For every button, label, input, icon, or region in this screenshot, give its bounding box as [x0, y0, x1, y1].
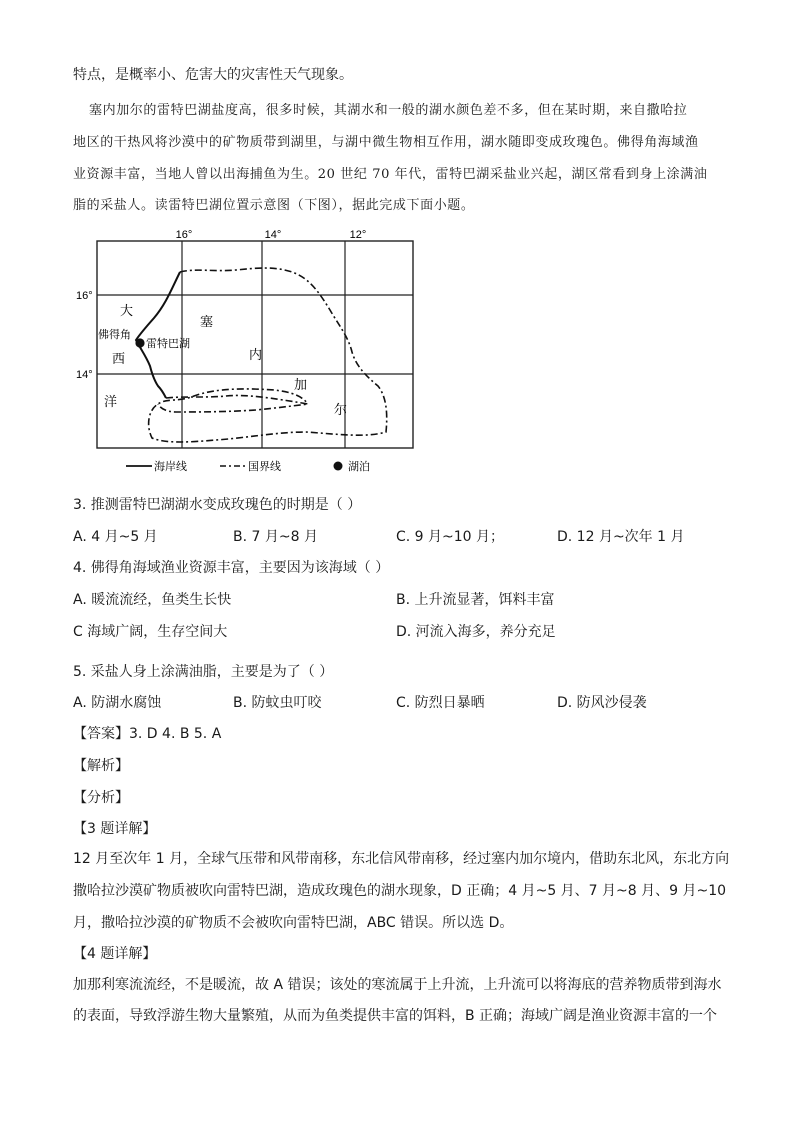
intro-para-line-1: 塞内加尔的雷特巴湖盐度高，很多时候，其湖水和一般的湖水颜色差不多，但在某时期，来自撒哈拉: [89, 103, 688, 118]
lat-label-14: 14°: [76, 369, 93, 381]
question-4-option-b[interactable]: B. 上升流显著，饵料丰富: [396, 592, 555, 608]
question-5-option-a[interactable]: A. 防湖水腐蚀: [73, 695, 162, 711]
ocean-char-da: 大: [120, 304, 134, 319]
question-3-option-d[interactable]: D. 12 月~次年 1 月: [557, 529, 685, 545]
intro-para-line-4: 脂的采盐人。读雷特巴湖位置示意图（下图），据此完成下面小题。: [73, 198, 475, 213]
cape-verde-label: 佛得角: [98, 328, 131, 341]
country-char-er: 尔: [334, 403, 348, 418]
lake-retba-label: 雷特巴湖: [146, 337, 190, 350]
q3-detail-line-2: 撒哈拉沙漠矿物质被吹向雷特巴湖，造成玫瑰色的湖水现象，D 正确；4 月~5 月、7 月~8 月、9 月~10: [73, 883, 727, 899]
q3-detail-heading: 【3 题详解】: [73, 821, 157, 837]
q3-detail-line-1: 12 月至次年 1 月，全球气压带和风带南移，东北信风带南移，经过塞内加尔境内，借助东北风，东北方向: [73, 851, 730, 867]
lat-label-16: 16°: [76, 290, 93, 302]
answer-tag: 【答案】: [73, 726, 129, 742]
legend-border-label: 国界线: [248, 460, 281, 473]
q3-detail-line-3: 月，撒哈拉沙漠的矿物质不会被吹向雷特巴湖，ABC 错误。所以选 D。: [73, 915, 514, 931]
coastline: [136, 272, 180, 398]
analysis-heading: 【解析】: [73, 758, 129, 774]
lon-label-16: 16°: [175, 229, 193, 241]
legend-coast-label: 海岸线: [154, 460, 187, 473]
question-3-option-b[interactable]: B. 7 月~8 月: [233, 529, 318, 545]
q4-detail-line-1: 加那利寒流流经，不是暖流，故 A 错误；该处的寒流属于上升流，上升流可以将海底的营养物质带到海水: [73, 977, 722, 993]
q4-detail-heading: 【4 题详解】: [73, 946, 157, 962]
national-border: [149, 268, 387, 442]
country-char-nei: 内: [249, 348, 263, 363]
fenxi-heading: 【分析】: [73, 790, 129, 806]
question-5-stem: 5. 采盐人身上涂满油脂，主要是为了（ ）: [73, 664, 334, 680]
ocean-char-xi: 西: [112, 352, 126, 367]
country-char-sai: 塞: [200, 315, 214, 330]
intro-line-1: 特点，是概率小、危害大的灾害性天气现象。: [73, 67, 353, 83]
question-4-stem: 4. 佛得角海域渔业资源丰富，主要因为该海域（ ）: [73, 560, 390, 576]
intro-para-line-3: 业资源丰富，当地人曾以出海捕鱼为生。20 世纪 70 年代，雷特巴湖采盐业兴起，湖区常看到身上涂满油: [73, 167, 708, 182]
question-5-option-d[interactable]: D. 防风沙侵袭: [557, 695, 647, 711]
question-4-option-c[interactable]: C 海域广阔，生存空间大: [73, 624, 228, 640]
legend-lake-label: 湖泊: [348, 460, 370, 473]
ocean-char-yang: 洋: [104, 395, 118, 410]
legend-lake-dot: [334, 462, 343, 471]
question-3-option-c[interactable]: C. 9 月~10 月；: [396, 529, 505, 545]
question-4-option-a[interactable]: A. 暖流流经，鱼类生长快: [73, 592, 232, 608]
country-char-jia: 加: [294, 378, 308, 393]
intro-para-line-2: 地区的干热风将沙漠中的矿物质带到湖里，与湖中微生物相互作用，湖水随即变成玫瑰色。佛得角海域渔: [73, 135, 699, 150]
lake-retba-location-map: [76, 226, 416, 478]
gambia-border: [158, 395, 308, 412]
answer-line: [73, 723, 221, 743]
question-4-option-d[interactable]: D. 河流入海多，养分充足: [396, 624, 556, 640]
lon-label-12: 12°: [349, 229, 367, 241]
lon-label-14: 14°: [264, 229, 282, 241]
lake-dot: [135, 338, 144, 347]
question-5-option-b[interactable]: B. 防蚊虫叮咬: [233, 695, 322, 711]
question-3-option-a[interactable]: A. 4 月~5 月: [73, 529, 158, 545]
question-3-stem: 3. 推测雷特巴湖湖水变成玫瑰色的时期是（ ）: [73, 497, 362, 513]
map-frame: [97, 241, 413, 448]
q4-detail-line-2: 的表面，导致浮游生物大量繁殖，从而为鱼类提供丰富的饵料，B 正确；海域广阔是渔业资源丰富的一个: [73, 1008, 718, 1024]
question-5-option-c[interactable]: C. 防烈日暴晒: [396, 695, 485, 711]
answer-text: 3. D 4. B 5. A: [129, 726, 222, 742]
